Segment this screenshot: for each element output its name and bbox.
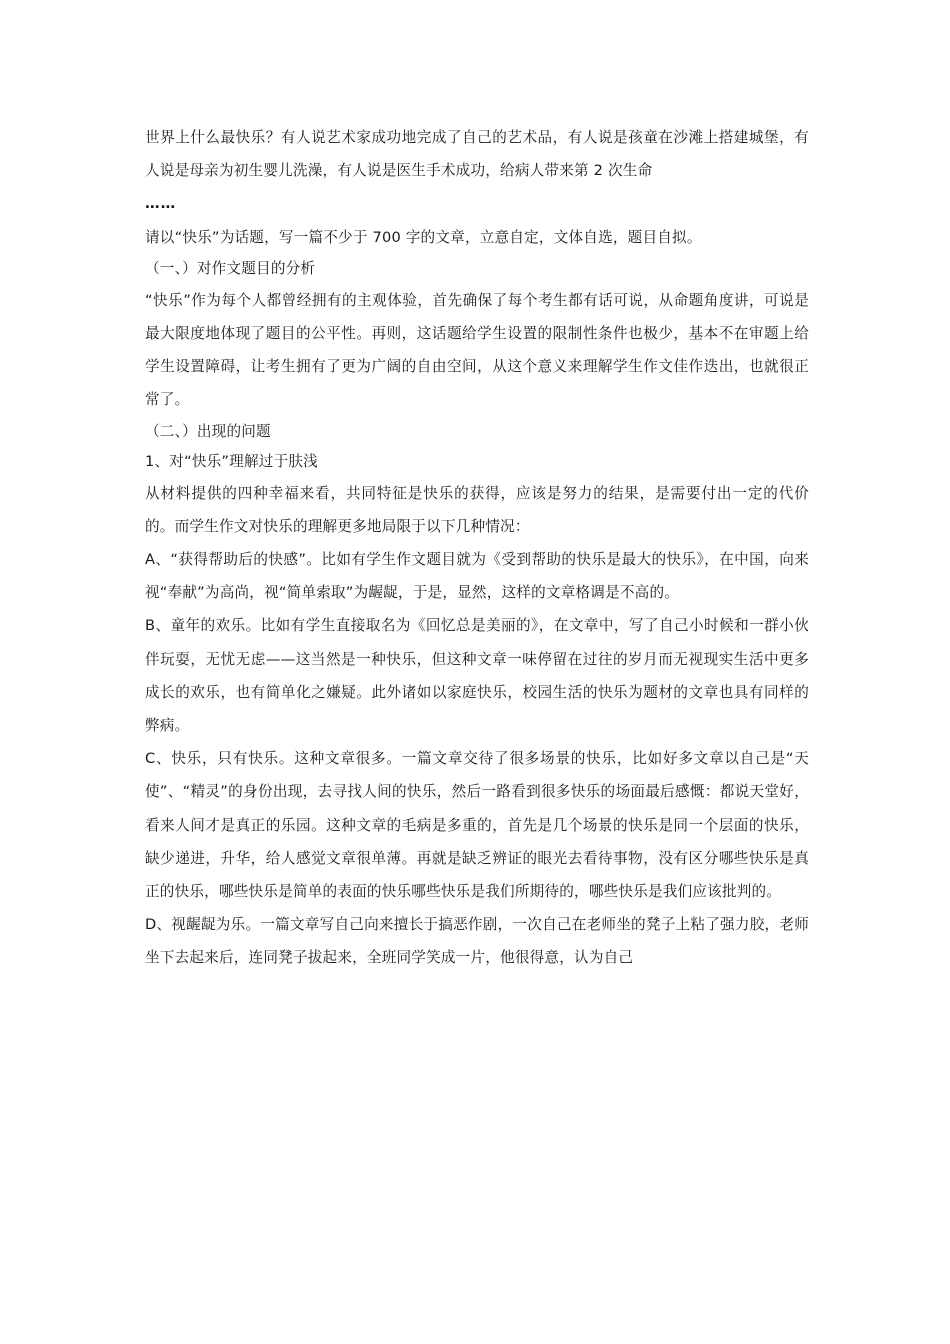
item-d-paragraph: D、视龌龊为乐。一篇文章写自己向来擅长于搞恶作剧，一次自己在老师坐的凳子上粘了强力胶，老师坐下去起来后，连同凳子拔起来，全班同学笑成一片，他很得意，认为自己 bbox=[145, 916, 809, 967]
analysis-paragraph: “快乐”作为每个人都曾经拥有的主观体验，首先确保了每个考生都有话可说，从命题角度讲，可说是最大限度地体现了题目的公平性。再则，这话题给学生设置的限制性条件也极少，基本不在审题上给学生设置障碍，让考生拥有了更为广阔的自由空间，从这个意义来理解学生作文佳作迭出，也就很正常了。 bbox=[145, 291, 809, 409]
problem-heading-shallow: 1、对“快乐”理解过于肤浅 bbox=[145, 452, 318, 470]
item-a-paragraph: A、“获得帮助后的快感”。比如有学生作文题目就为《受到帮助的快乐是最大的快乐》，在中国，向来视“奉献”为高尚，视“简单索取”为龌龊，于是，显然，这样的文章格调是不高的。 bbox=[145, 551, 809, 602]
document-body bbox=[145, 121, 809, 975]
section-heading-problems: （二、）出现的问题 bbox=[145, 422, 271, 440]
prompt-instruction: 请以“快乐”为话题，写一篇不少于 700 字的文章，立意自定，文体自选，题目自拟。 bbox=[145, 228, 702, 246]
problem-paragraph: 从材料提供的四种幸福来看，共同特征是快乐的获得，应该是努力的结果，是需要付出一定的代价的。而学生作文对快乐的理解更多地局限于以下几种情况： bbox=[145, 484, 809, 535]
prompt-paragraph: 世界上什么最快乐？有人说艺术家成功地完成了自己的艺术品，有人说是孩童在沙滩上搭建城堡，有人说是母亲为初生婴儿洗澡，有人说是医生手术成功，给病人带来第 2 次生命 bbox=[145, 129, 809, 180]
item-b-paragraph: B、童年的欢乐。比如有学生直接取名为《回忆总是美丽的》，在文章中，写了自己小时候和一群小伙伴玩耍，无忧无虑——这当然是一种快乐，但这种文章一味停留在过往的岁月而无视现实生活中更多成长的欢乐，也有简单化之嫌疑。此外诸如以家庭快乐，校园生活的快乐为题材的文章也具有同样的弊病。 bbox=[145, 617, 809, 735]
section-heading-analysis: （一、）对作文题目的分析 bbox=[145, 259, 316, 277]
item-c-paragraph: C、快乐，只有快乐。这种文章很多。一篇文章交待了很多场景的快乐，比如好多文章以自己是“天使”、“精灵”的身份出现，去寻找人间的快乐，然后一路看到很多快乐的场面最后感慨：都说天堂好，看来人间才是真正的乐园。这种文章的毛病是多重的，首先是几个场景的快乐是同一个层面的快乐，缺少递进，升华，给人感觉文章很单薄。再就是缺乏辨证的眼光去看待事物，没有区分哪些快乐是真正的快乐，哪些快乐是简单的表面的快乐哪些快乐是我们所期待的，哪些快乐是我们应该批判的。 bbox=[145, 750, 809, 901]
prompt-ellipsis: …… bbox=[145, 195, 177, 213]
